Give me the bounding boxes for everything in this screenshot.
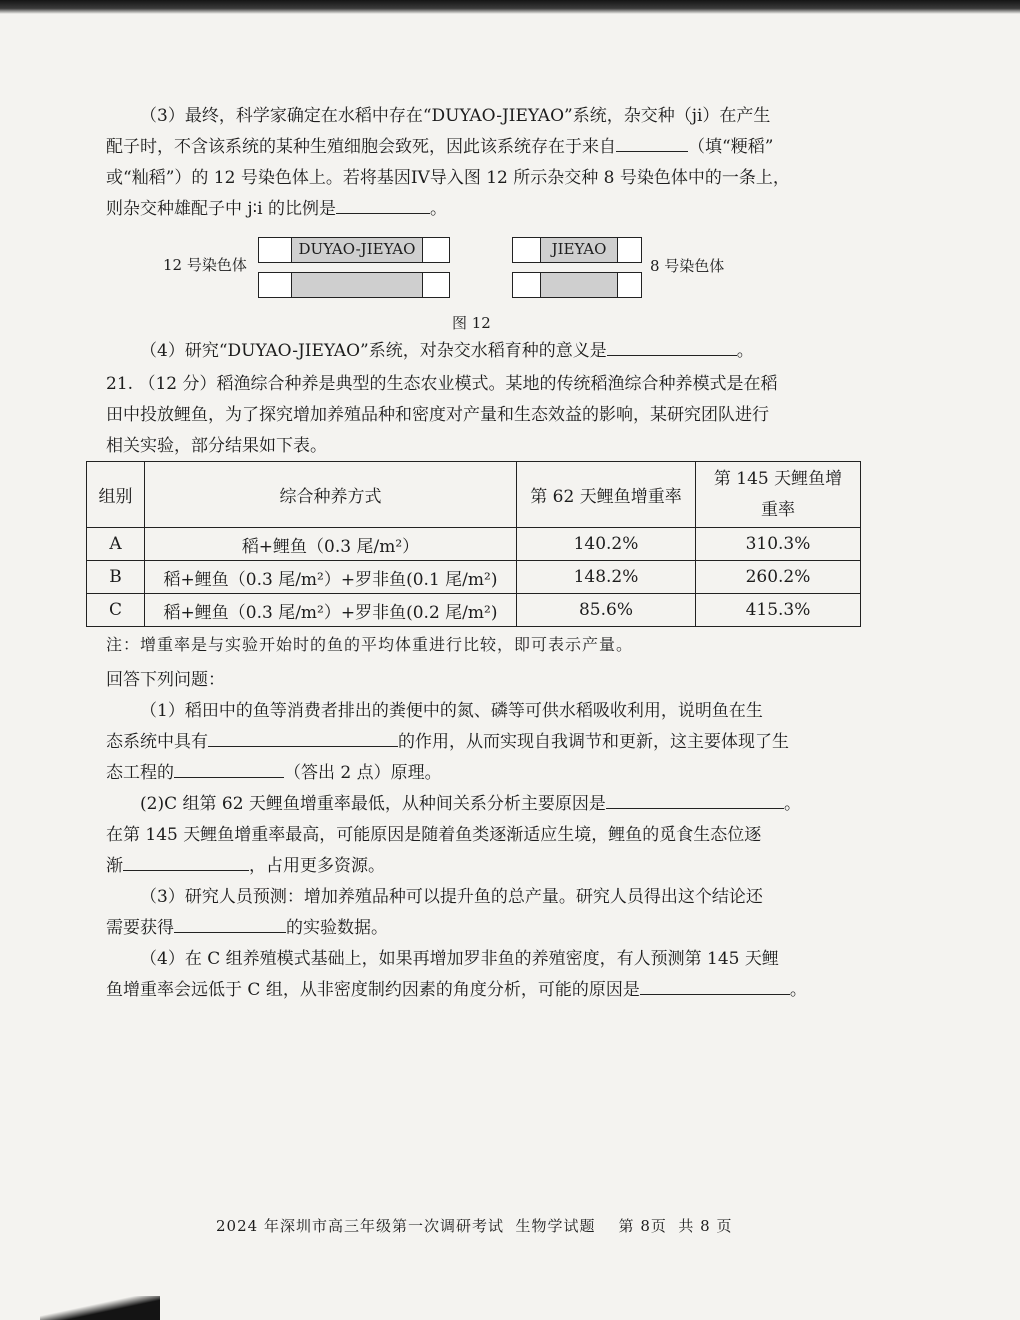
- answer-blank[interactable]: [607, 337, 737, 356]
- figure-caption: 图 12: [452, 314, 491, 332]
- header-day145: 第 145 天鲤鱼增 重率: [696, 462, 861, 528]
- q2-line2: 在第 145 天鲤鱼增重率最高，可能原因是随着鱼类逐渐适应生境，鲤鱼的觅食生态位逐: [106, 825, 762, 845]
- empty-segment: [540, 273, 618, 297]
- jieyao-segment: JIEYAO: [540, 238, 618, 262]
- q21-line2: 田中投放鲤鱼，为了探究增加养殖品种和密度对产量和生态效益的影响，某研究团队进行: [106, 405, 769, 425]
- q21-line1: 21. （12 分）稻渔综合种养是典型的生态农业模式。某地的传统稻渔综合种养模式是在稻: [106, 374, 778, 394]
- answer-blank[interactable]: [616, 133, 688, 152]
- q2-line3: 渐 ，占用更多资源。: [106, 851, 846, 882]
- answer-blank[interactable]: [336, 195, 430, 214]
- scan-corner-shadow: [40, 1296, 160, 1320]
- q1-line1: （1）稻田中的鱼等消费者排出的粪便中的氮、磷等可供水稻吸收利用，说明鱼在生: [140, 701, 763, 721]
- q20-3-line2: 配子时，不含该系统的某种生殖细胞会致死，因此该系统存在于来自 （填“粳稻”: [106, 132, 846, 163]
- empty-segment: [291, 273, 423, 297]
- question-21-intro: [106, 369, 846, 462]
- table-note: 注：增重率是与实验开始时的鱼的平均体重进行比较，即可表示产量。: [106, 635, 634, 654]
- question-20-3: [106, 101, 846, 225]
- chromosome-8-lower: [512, 272, 642, 298]
- answer-blank[interactable]: [606, 790, 784, 809]
- table-header-row: [87, 462, 861, 528]
- scan-edge-shadow: [0, 0, 1020, 14]
- table-row: A 稻+鲤鱼（0.3 尾/m²） 140.2% 310.3%: [87, 528, 861, 561]
- q20-3-line4: 则杂交种雄配子中 j∶i 的比例是 。: [106, 194, 846, 225]
- answer-intro: 回答下列问题：: [106, 670, 225, 690]
- answer-blank[interactable]: [123, 852, 249, 871]
- q2-line1: (2)C 组第 62 天鲤鱼增重率最低，从种间关系分析主要原因是 。: [106, 789, 846, 820]
- duyao-jieyao-segment: DUYAO-JIEYAO: [291, 238, 423, 262]
- results-table: [86, 461, 861, 627]
- q21-line3: 相关实验，部分结果如下表。: [106, 436, 327, 456]
- q3-line2: 需要获得 的实验数据。: [106, 913, 846, 944]
- chromosome-12-upper: [258, 237, 450, 263]
- answer-blank[interactable]: [640, 976, 790, 995]
- question-20-4: （4）研究“DUYAO-JIEYAO”系统，对杂交水稻育种的意义是 。: [106, 336, 846, 367]
- answer-blank[interactable]: [208, 728, 398, 747]
- answer-section: [106, 665, 846, 1006]
- table-row: B 稻+鲤鱼（0.3 尾/m²）+罗非鱼(0.1 尾/m²) 148.2% 260.2%: [87, 561, 861, 594]
- q1-line3: 态工程的 （答出 2 点）原理。: [106, 758, 846, 789]
- table-row: C 稻+鲤鱼（0.3 尾/m²）+罗非鱼(0.2 尾/m²) 85.6% 415.3%: [87, 594, 861, 627]
- q3-line1: （3）研究人员预测：增加养殖品种可以提升鱼的总产量。研究人员得出这个结论还: [140, 887, 763, 907]
- answer-blank[interactable]: [174, 759, 284, 778]
- chromosome-12-lower: [258, 272, 450, 298]
- q4-line2: 鱼增重率会远低于 C 组，从非密度制约因素的角度分析，可能的原因是 。: [106, 975, 846, 1006]
- chromosome-12-label: 12 号染色体: [163, 256, 247, 274]
- chromosome-8-label: 8 号染色体: [650, 257, 725, 275]
- header-group: 组别: [87, 462, 145, 528]
- q4-line1: （4）在 C 组养殖模式基础上，如果再增加罗非鱼的养殖密度，有人预测第 145 天鲤: [140, 949, 779, 969]
- q1-line2: 态系统中具有 的作用，从而实现自我调节和更新，这主要体现了生: [106, 727, 846, 758]
- header-method: 综合种养方式: [145, 462, 517, 528]
- answer-blank[interactable]: [174, 914, 286, 933]
- chromosome-8-upper: [512, 237, 642, 263]
- header-day62: 第 62 天鲤鱼增重率: [517, 462, 696, 528]
- q20-3-line1: （3）最终，科学家确定在水稻中存在“DUYAO-JIEYAO”系统，杂交种（ji）在产生: [140, 106, 771, 126]
- q20-3-line3: 或“籼稻”）的 12 号染色体上。若将基因IV导入图 12 所示杂交种 8 号染色体中的一条上，: [106, 168, 790, 188]
- page-footer: 2024 年深圳市高三年级第一次调研考试 生物学试题 第 8页 共 8 页: [216, 1217, 733, 1235]
